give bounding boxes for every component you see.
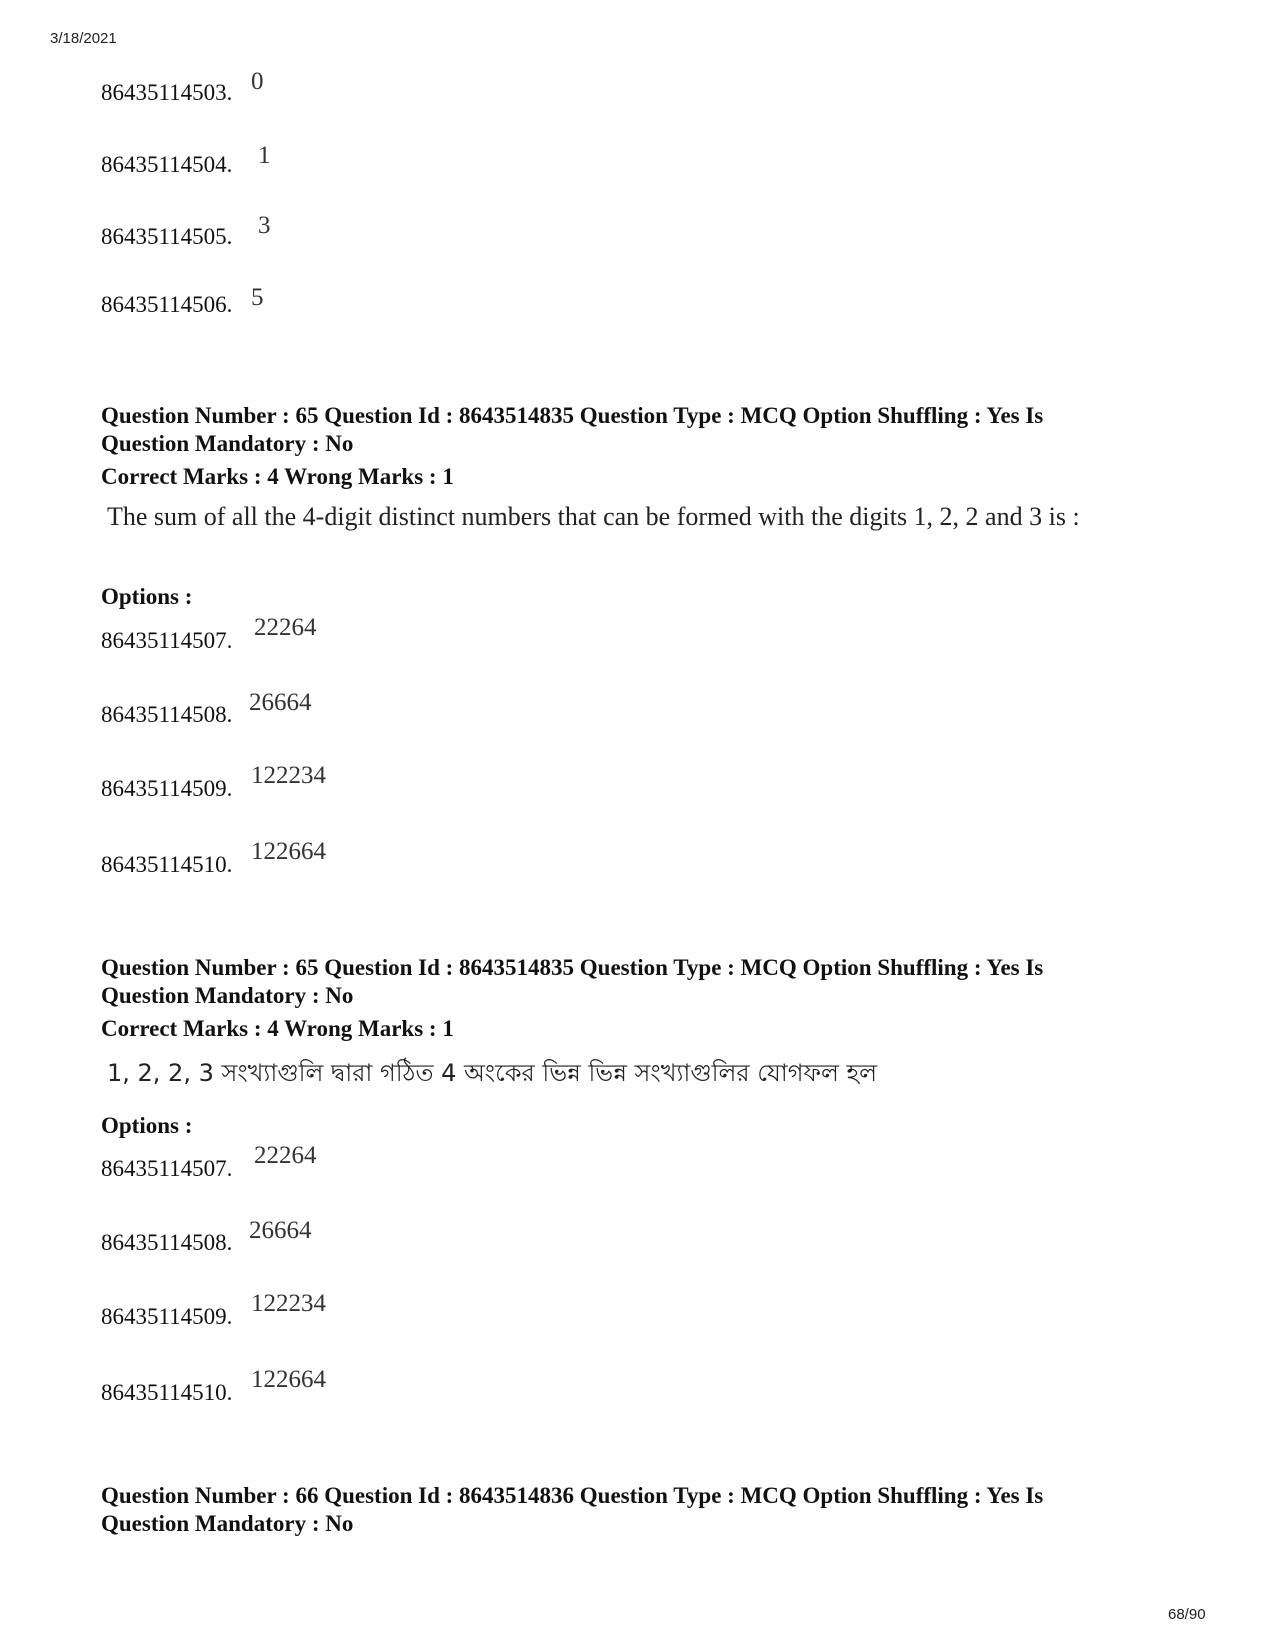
question-meta-line2: Question Mandatory : No (101, 431, 354, 456)
option-id: 86435114510. (101, 1380, 233, 1405)
question-meta (101, 402, 1151, 458)
option-id: 86435114507. (101, 628, 233, 653)
question-meta (101, 1482, 1151, 1538)
option-id: 86435114503. (101, 80, 233, 105)
option-value: 122234 (251, 762, 326, 789)
page-number: 68/90 (1168, 1606, 1206, 1623)
header-date: 3/18/2021 (50, 30, 117, 47)
option-id: 86435114509. (101, 776, 233, 801)
question-text: 1, 2, 2, 3 সংখ্যাগুলি দ্বারা গঠিত 4 অংকের ভিন্ন ভিন্ন সংখ্যাগুলির যোগফল হল (107, 1059, 878, 1087)
options-label: Options : (101, 1113, 193, 1138)
options-label: Options : (101, 584, 193, 609)
option-value: 1 (258, 142, 271, 169)
option-id: 86435114506. (101, 292, 233, 317)
question-meta (101, 954, 1151, 1010)
option-value: 22264 (254, 1142, 317, 1169)
question-text: The sum of all the 4-digit distinct numbers that can be formed with the digits 1, 2, 2 and 3 is : (107, 502, 1080, 531)
option-id: 86435114507. (101, 1156, 233, 1181)
question-meta-line2: Question Mandatory : No (101, 983, 354, 1008)
option-value: 5 (251, 284, 264, 311)
question-meta-line1: Question Number : 65 Question Id : 8643514835 Question Type : MCQ Option Shuffling : Yes Is (101, 955, 1044, 980)
question-meta-line1: Question Number : 65 Question Id : 8643514835 Question Type : MCQ Option Shuffling : Yes Is (101, 403, 1044, 428)
option-value: 26664 (249, 689, 312, 716)
option-value: 122234 (251, 1290, 326, 1317)
option-id: 86435114504. (101, 152, 233, 177)
question-meta-line1: Question Number : 66 Question Id : 8643514836 Question Type : MCQ Option Shuffling : Yes Is (101, 1483, 1044, 1508)
option-value: 3 (258, 212, 271, 239)
question-marks: Correct Marks : 4 Wrong Marks : 1 (101, 464, 454, 489)
option-id: 86435114505. (101, 224, 233, 249)
question-marks: Correct Marks : 4 Wrong Marks : 1 (101, 1016, 454, 1041)
option-value: 122664 (251, 838, 326, 865)
option-value: 22264 (254, 614, 317, 641)
option-value: 26664 (249, 1217, 312, 1244)
question-meta-line2: Question Mandatory : No (101, 1511, 354, 1536)
option-id: 86435114508. (101, 702, 233, 727)
option-id: 86435114508. (101, 1230, 233, 1255)
option-value: 122664 (251, 1366, 326, 1393)
option-value: 0 (251, 68, 264, 95)
option-id: 86435114509. (101, 1304, 233, 1329)
option-id: 86435114510. (101, 852, 233, 877)
